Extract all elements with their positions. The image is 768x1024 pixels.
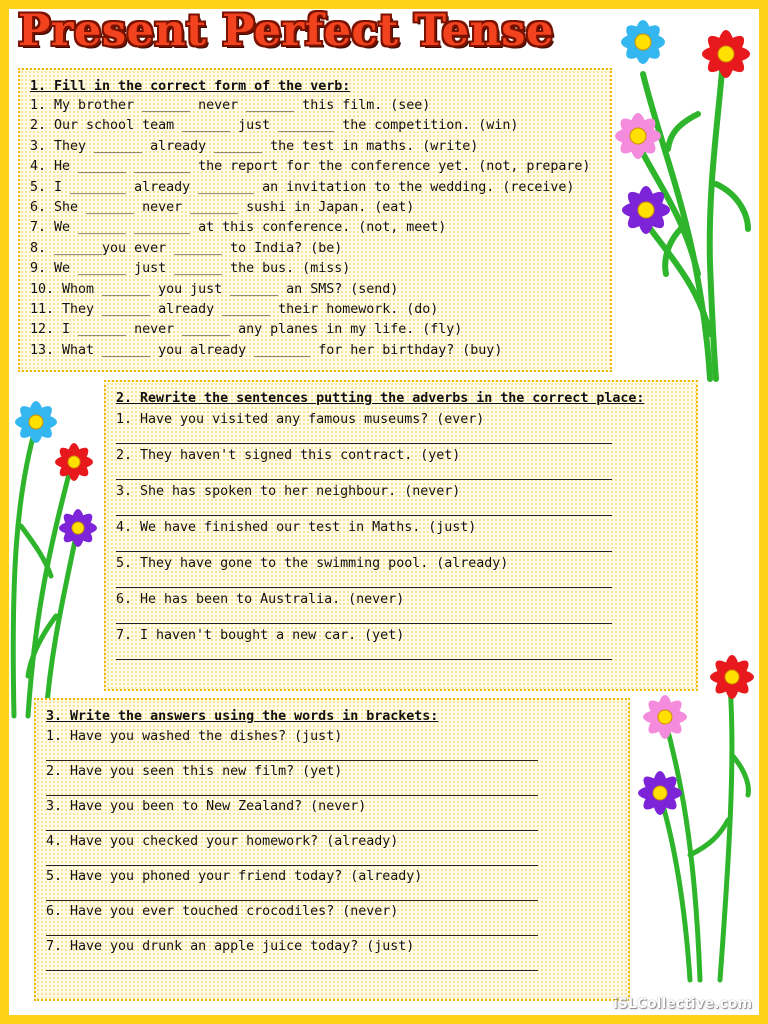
exercise-1-item: 7. We ______ _______ at this conference. (not, meet) [30, 220, 447, 236]
exercise-1-item: 9. We ______ just ______ the bus. (miss) [30, 261, 351, 277]
exercise-1-item: 8. ______you ever ______ to India? (be) [30, 240, 343, 256]
exercise-3-question: 5. Have you phoned your friend today? (already) [46, 869, 423, 884]
exercise-3-question: 6. Have you ever touched crocodiles? (never) [46, 904, 399, 919]
answer-line[interactable] [46, 816, 538, 831]
exercise-3-heading: 3. Write the answers using the words in brackets: [46, 709, 439, 724]
exercise-1-item: 1. My brother ______ never ______ this film. (see) [30, 98, 431, 113]
exercise-2-question: 6. He has been to Australia. (never) [116, 592, 405, 607]
exercise-1-heading: 1. Fill in the correct form of the verb: [30, 79, 351, 94]
answer-line[interactable] [116, 573, 612, 588]
exercise-2-heading: 2. Rewrite the sentences putting the adverbs in the correct place: [116, 391, 645, 406]
exercise-1-item: 3. They ______ already ______ the test in maths. (write) [30, 138, 479, 154]
exercise-2-question: 3. She has spoken to her neighbour. (never) [116, 484, 461, 499]
exercise-3-question: 7. Have you drunk an apple juice today? (just) [46, 939, 415, 954]
exercise-1-item: 2. Our school team ______ just _______ the competition. (win) [30, 118, 519, 134]
exercise-3-question: 3. Have you been to New Zealand? (never) [46, 799, 367, 814]
exercise-1-box [18, 68, 612, 372]
flower-icon [621, 20, 665, 64]
exercise-3-question: 4. Have you checked your homework? (already) [46, 834, 399, 849]
exercise-1-item: 10. Whom ______ you just ______ an SMS? (send) [30, 281, 399, 297]
watermark: iSLCollective.com [612, 996, 752, 1012]
exercise-3-question: 2. Have you seen this new film? (yet) [46, 764, 343, 779]
answer-line[interactable] [46, 746, 538, 761]
answer-line[interactable] [116, 501, 612, 516]
answer-line[interactable] [46, 851, 538, 866]
answer-line[interactable] [116, 645, 612, 660]
exercise-1-item: 13. What ______ you already _______ for her birthday? (buy) [30, 342, 503, 358]
exercise-2-question: 2. They haven't signed this contract. (yet) [116, 448, 461, 463]
exercise-1-item: 11. They ______ already ______ their homework. (do) [30, 302, 439, 318]
exercise-3-box [34, 698, 630, 1001]
page-title: Present Perfect Tense [18, 6, 554, 56]
answer-line[interactable] [46, 921, 538, 936]
exercise-1-item: 6. She ______ never ______ sushi in Japan. (eat) [30, 200, 415, 216]
exercise-2-question: 5. They have gone to the swimming pool. (already) [116, 556, 509, 571]
answer-line[interactable] [46, 781, 538, 796]
answer-line[interactable] [116, 465, 612, 480]
exercise-3-question: 1. Have you washed the dishes? (just) [46, 729, 343, 744]
flower-decoration-left [6, 396, 106, 726]
exercise-1-item: 12. I ______ never ______ any planes in my life. (fly) [30, 322, 463, 338]
exercise-2-question: 7. I haven't bought a new car. (yet) [116, 628, 405, 643]
exercise-2-question: 4. We have finished our test in Maths. (just) [116, 520, 477, 535]
flower-decoration-bottom-right [620, 645, 766, 985]
exercise-1-item: 4. He ______ _______ the report for the conference yet. (not, prepare) [30, 159, 591, 175]
answer-line[interactable] [46, 886, 538, 901]
answer-line[interactable] [46, 956, 538, 971]
flower-decoration-top-right [598, 14, 768, 384]
exercise-2-question: 1. Have you visited any famous museums? (ever) [116, 412, 485, 427]
answer-line[interactable] [116, 609, 612, 624]
exercise-2-box [104, 380, 698, 691]
answer-line[interactable] [116, 537, 612, 552]
answer-line[interactable] [116, 429, 612, 444]
exercise-1-item: 5. I _______ already _______ an invitation to the wedding. (receive) [30, 179, 575, 195]
